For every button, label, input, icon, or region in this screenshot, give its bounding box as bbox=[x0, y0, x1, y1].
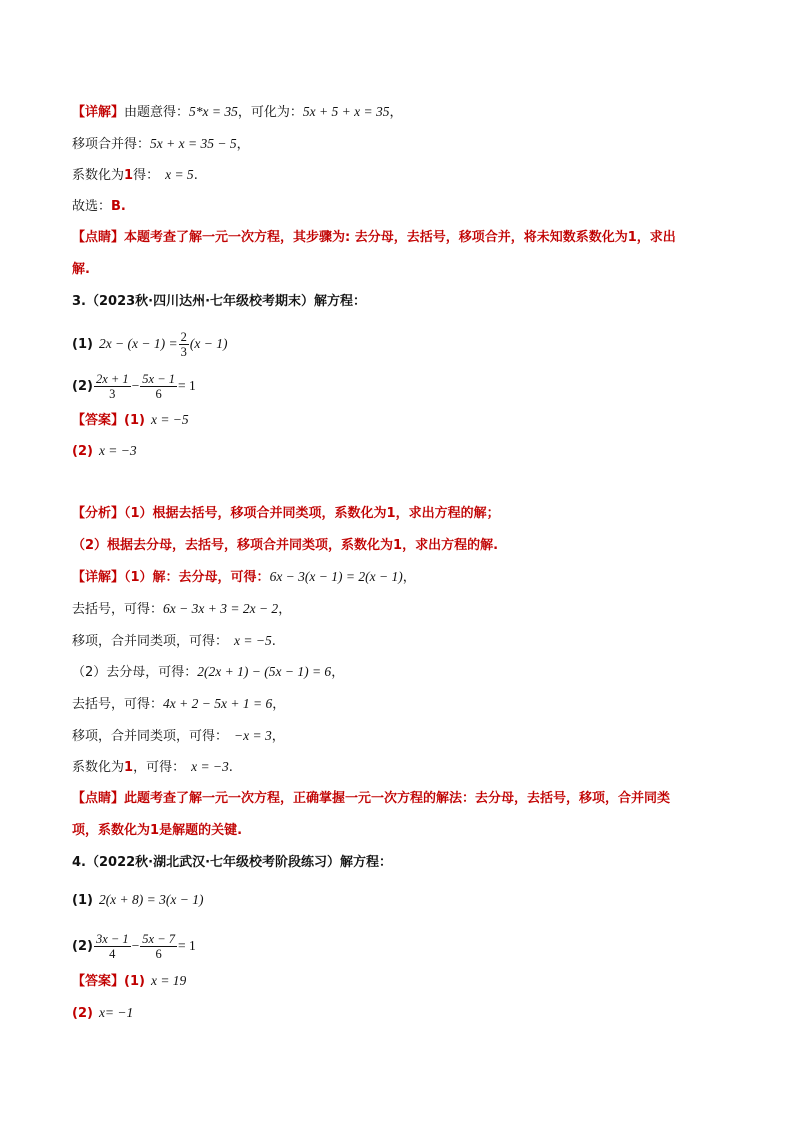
q3-answer-2: (2) x = −3 bbox=[72, 443, 137, 459]
fraction: $\frac{5x - 7}{6}$ bbox=[142, 932, 176, 961]
equation: 5x + x = 35 − 5 bbox=[150, 136, 237, 151]
question-4-title: 4.（2022秋·湖北武汉·七年级校考阶段练习）解方程： bbox=[72, 855, 393, 870]
question-3-title: 3.（2023秋·四川达州·七年级校考期末）解方程： bbox=[72, 294, 367, 309]
detail-line-3: 系数化为1得： x = 5. bbox=[72, 167, 198, 183]
detail-tag: 【详解】 bbox=[72, 105, 125, 120]
answer-choice-line: 故选：B. bbox=[72, 199, 126, 214]
q3-comment-1: 【点睛】此题考查了解一元一次方程，正确掌握一元一次方程的解法：去分母，去括号，移项，合并同类 bbox=[72, 791, 671, 806]
equation: x = 5 bbox=[165, 167, 194, 182]
equation: 5*x = 35 bbox=[189, 104, 238, 119]
q3-analysis-1: 【分析】（1）根据去括号，移项合并同类项，系数化为1，求出方程的解； bbox=[72, 506, 500, 521]
detail-line-1: 【详解】由题意得：5*x = 35，可化为：5x + 5 + x = 35， bbox=[72, 104, 403, 120]
q3-detail-7: 系数化为1，可得： x = −3. bbox=[72, 759, 233, 775]
fraction: $\frac{2}{3}$ bbox=[180, 330, 187, 359]
q3-analysis-2: （2）根据去分母，去括号，移项合并同类项，系数化为1，求出方程的解. bbox=[72, 538, 499, 553]
q3-detail-6: 移项，合并同类项，可得： −x = 3， bbox=[72, 728, 285, 744]
q4-subproblem-2: (2) $\frac{3x - 1}{4}$ − $\frac{5x - 7}{6}$ = 1 bbox=[72, 932, 196, 961]
detail-line-2: 移项合并得：5x + x = 35 − 5， bbox=[72, 136, 250, 152]
comment-line-cont: 解. bbox=[72, 262, 90, 277]
q3-detail-1: 【详解】（1）解：去分母，可得：6x − 3(x − 1) = 2(x − 1)， bbox=[72, 569, 416, 585]
equation: 5x + 5 + x = 35 bbox=[302, 104, 390, 119]
q3-subproblem-2: (2) $\frac{2x + 1}{3}$ − $\frac{5x - 1}{6}$ = 1 bbox=[72, 372, 196, 401]
q4-subproblem-1: (1) 2(x + 8) = 3(x − 1) bbox=[72, 892, 204, 908]
comment-tag: 【点睛】 bbox=[72, 230, 125, 245]
q3-comment-2: 项，系数化为1是解题的关键. bbox=[72, 823, 243, 838]
q3-subproblem-1: (1) 2x − (x − 1) = $\frac{2}{3}$ (x − 1) bbox=[72, 330, 228, 359]
answer-tag: 【答案】 bbox=[72, 974, 125, 989]
q3-detail-2: 去括号，可得：6x − 3x + 3 = 2x − 2， bbox=[72, 601, 292, 617]
answer-choice: B. bbox=[111, 199, 126, 214]
q3-detail-4: （2）去分母，可得：2(2x + 1) − (5x − 1) = 6， bbox=[72, 664, 345, 680]
fraction: $\frac{3x - 1}{4}$ bbox=[95, 932, 129, 961]
q3-detail-3: 移项，合并同类项，可得： x = −5. bbox=[72, 633, 276, 649]
fraction: $\frac{2x + 1}{3}$ bbox=[95, 372, 129, 401]
fraction: $\frac{5x - 1}{6}$ bbox=[142, 372, 176, 401]
q3-detail-5: 去括号，可得：4x + 2 − 5x + 1 = 6， bbox=[72, 696, 286, 712]
q3-answer-1: 【答案】(1) x = −5 bbox=[72, 412, 189, 428]
comment-line: 【点睛】本题考查了解一元一次方程，其步骤为: 去分母，去括号，移项合并，将未知数系数化为1，求出 bbox=[72, 230, 676, 245]
detail-tag: 【详解】 bbox=[72, 570, 125, 585]
answer-tag: 【答案】 bbox=[72, 413, 125, 428]
comment-tag: 【点睛】 bbox=[72, 791, 125, 806]
q4-answer-1: 【答案】(1) x = 19 bbox=[72, 973, 187, 989]
q4-answer-2: (2) x= −1 bbox=[72, 1005, 134, 1021]
analysis-tag: 【分析】 bbox=[72, 506, 125, 521]
